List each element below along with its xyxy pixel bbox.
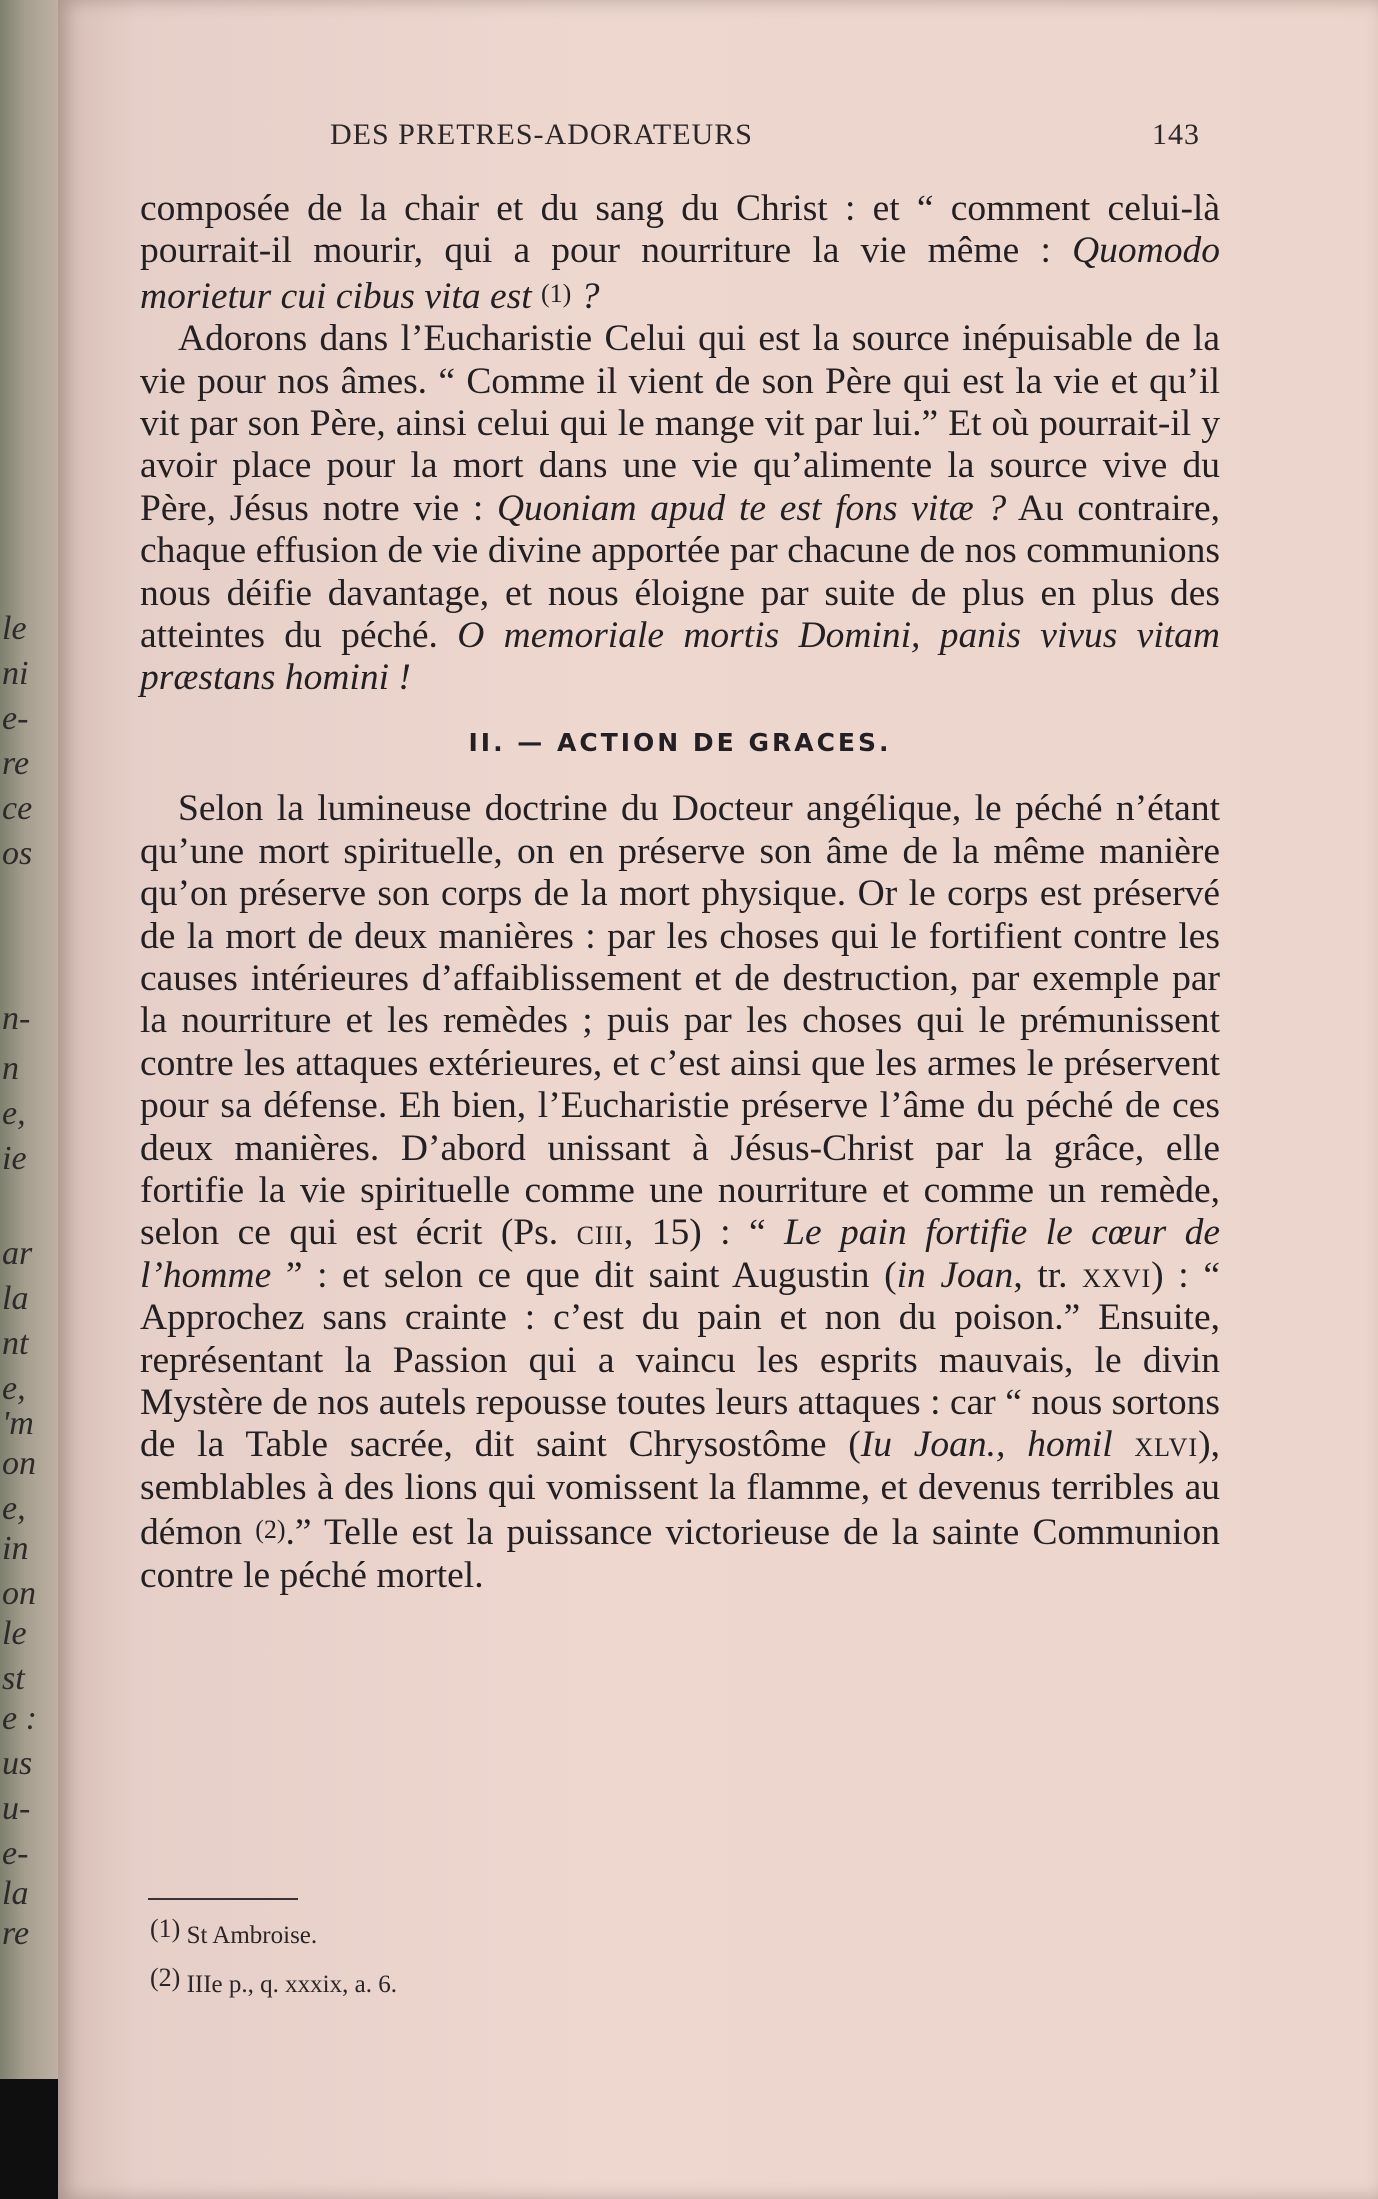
- margin-fragment: ce: [2, 790, 33, 827]
- previous-page-edge: [0, 0, 58, 2199]
- paragraph-2: Adorons dans l’Eucharistie Celui qui est la source inépuisable de la vie pour nos âmes. “ Comme il vient de son Père qui est la vie et qu’il vit par son Père, ainsi celui qui le mange vit par lui.” Et où pourrait-il y avoir place pour la mort dans une vie qu’alimente la source vive du Père, Jésus notre vie : Quoniam apud te est fons vitæ ? Au contraire, chaque effusion de vie divine apportée par chacune de nos communions nous déifie davantage, et nous éloigne par suite de plus en plus des atteintes du péché. O memoriale mortis Domini, panis vivus vitam præstans homini !: [140, 318, 1220, 699]
- margin-fragment: e,: [2, 1095, 26, 1132]
- margin-fragment: e :: [2, 1700, 37, 1737]
- paragraph-3: Selon la lumineuse doctrine du Docteur angélique, le péché n’étant qu’une mort spirituelle, on en préserve son âme de la même manière qu’on préserve son corps de la mort physique. Or le corps est préservé de la mort de deux manières : par les choses qui le fortifient contre les causes intérieures d’affaiblissement et de destruction, par exemple par la nourriture et les remèdes ; puis par les choses qui le prémunissent contre les attaques extérieures, et c’est ainsi que les armes le préservent pour sa défense. Eh bien, l’Eucharistie préserve l’âme du péché de ces deux manières. D’abord unissant à Jésus-Christ par la grâce, elle fortifie la vie spirituelle comme une nourriture et comme un remède, selon ce qui est écrit (Ps. ciii, 15) : “ Le pain fortifie le cœur de l’homme ” : et selon ce que dit saint Augustin (in Joan, tr. xxvi) : “ Approchez sans crainte : c’est du pain et non du poison.” Ensuite, représentant la Passion qui a vaincu les esprits mauvais, le divin Mystère de nos autels repousse toutes leurs attaques : car “ nous sortons de la Table sacrée, dit saint Chrysostôme (Iu Joan., homil xlvi), semblables à des lions qui vomissent la flamme, et devenus terribles au démon $^{(2)}$.” Telle est la puissance victorieuse de la sainte Communion contre le péché mortel.: [140, 788, 1220, 1596]
- book-page: [58, 0, 1378, 2199]
- margin-fragment: re: [2, 1915, 30, 1952]
- footnote-2: (2) IIIe p., q. xxxix, a. 6.: [150, 1963, 397, 1998]
- margin-fragment: le: [2, 610, 27, 647]
- margin-fragment: n-: [2, 1000, 31, 1037]
- footnote-1: (1) St Ambroise.: [150, 1914, 318, 1949]
- margin-fragment: on: [2, 1445, 36, 1482]
- margin-fragment: la: [2, 1280, 29, 1317]
- margin-fragment: in: [2, 1530, 29, 1567]
- margin-fragment: u-: [2, 1790, 31, 1827]
- margin-fragment: la: [2, 1875, 29, 1912]
- margin-fragment: on: [2, 1575, 36, 1612]
- margin-fragment: e-: [2, 700, 29, 737]
- section-heading: II. — ACTION DE GRACES.: [468, 727, 892, 757]
- running-head-title: DES PRETRES-ADORATEURS: [330, 118, 753, 151]
- footnote-rule: [148, 1898, 298, 1900]
- margin-fragment: re: [2, 745, 30, 782]
- margin-fragment: ar: [2, 1235, 33, 1272]
- margin-fragment: os: [2, 835, 33, 872]
- margin-fragment: e-: [2, 1835, 29, 1872]
- margin-fragment: us: [2, 1745, 33, 1782]
- main-text: [140, 188, 1220, 1597]
- margin-fragment: e,: [2, 1370, 26, 1407]
- margin-fragment: 'm: [2, 1405, 34, 1442]
- margin-fragment: nt: [2, 1325, 29, 1362]
- footnotes: [150, 1908, 1050, 2006]
- margin-fragment: le: [2, 1615, 27, 1652]
- margin-fragment: e,: [2, 1490, 26, 1527]
- margin-fragment: ni: [2, 655, 29, 692]
- page-number: 143: [1152, 118, 1200, 151]
- margin-fragment: n: [2, 1050, 19, 1087]
- margin-fragment: ie: [2, 1140, 27, 1177]
- margin-fragment: st: [2, 1660, 25, 1697]
- paragraph-1: composée de la chair et du sang du Christ : et “ comment celui-là pourrait-il mourir, qui a pour nourriture la vie même : Quomodo morietur cui cibus vita est $^{(1)}$ ?: [140, 188, 1220, 317]
